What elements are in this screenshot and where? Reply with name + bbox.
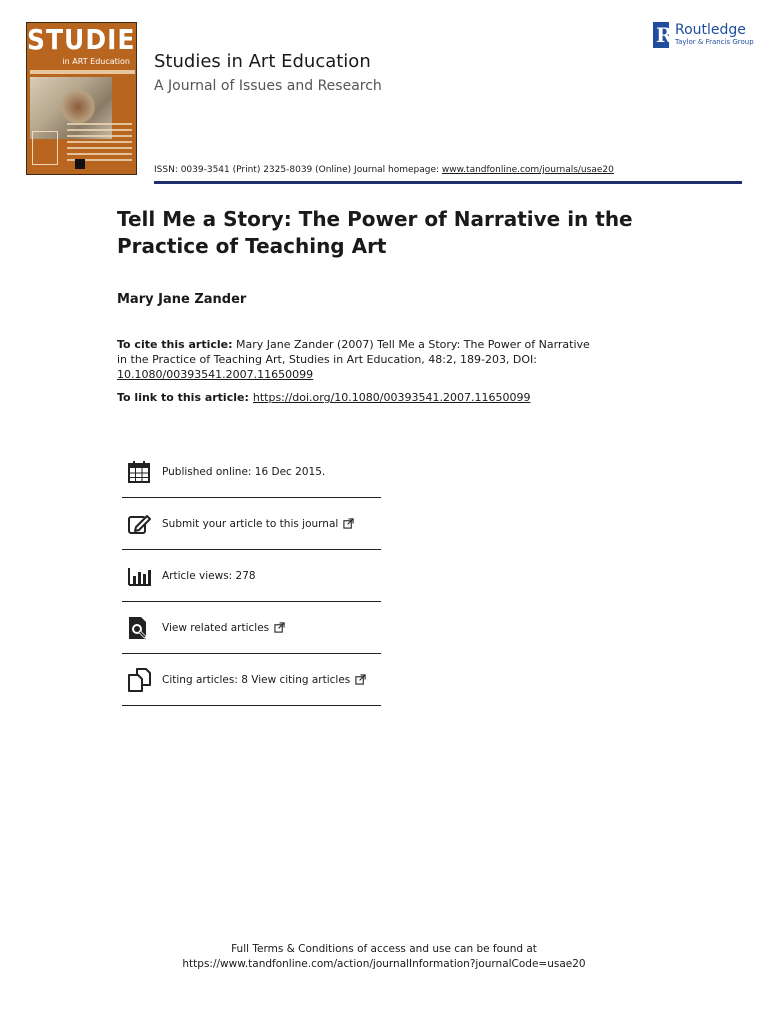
cite-doi-link[interactable]: 10.1080/00393541.2007.11650099 — [117, 368, 314, 381]
cover-title: STUDIES — [27, 23, 155, 56]
journal-subtitle: A Journal of Issues and Research — [154, 78, 382, 94]
bar-chart-icon — [126, 563, 152, 589]
citing-articles-link[interactable]: Citing articles: 8 View citing articles — [162, 673, 351, 686]
routledge-mark-icon — [653, 22, 673, 48]
journal-homepage-link[interactable]: www.tandfonline.com/journals/usae20 — [441, 165, 614, 175]
issn-line — [154, 165, 614, 175]
edit-icon — [126, 511, 152, 537]
routledge-mark-letter: R — [656, 23, 673, 47]
related-row[interactable] — [122, 602, 381, 654]
routledge-logo — [653, 22, 754, 50]
submit-article-link[interactable]: Submit your article to this journal — [162, 517, 339, 530]
issn-text: ISSN: 0039-3541 (Print) 2325-8039 (Online) Journal homepage: — [154, 165, 442, 175]
doi-link[interactable]: https://doi.org/10.1080/00393541.2007.11650099 — [252, 391, 531, 404]
footer-terms-link[interactable]: https://www.tandfonline.com/action/journalInformation?journalCode=usae20 — [182, 958, 586, 970]
external-link-icon — [355, 674, 366, 685]
footer-terms-text: Full Terms & Conditions of access and use can be found at — [231, 943, 537, 955]
cite-label: To cite this article: — [117, 338, 233, 351]
cite-text: Mary Jane Zander (2007) Tell Me a Story: The Power of Narrative in the Practice of Teaching Art, Studies in Art Education, 48:2, 189-203, DOI: — [117, 338, 590, 366]
published-date: Published online: 16 Dec 2015. — [162, 465, 326, 478]
footer — [0, 942, 768, 972]
document-search-icon — [126, 615, 152, 641]
cover-issue-box — [32, 131, 58, 165]
related-articles-link[interactable]: View related articles — [162, 621, 270, 634]
journal-title: Studies in Art Education — [154, 51, 371, 72]
citing-documents-icon — [126, 667, 152, 693]
article-views: Article views: 278 — [162, 569, 256, 582]
publisher-group: Taylor & Francis Group — [675, 38, 754, 46]
cover-subtitle: in ART Education — [62, 57, 130, 66]
cover-strip — [30, 70, 135, 74]
cover-logo — [75, 159, 85, 169]
link-label: To link to this article: — [117, 391, 249, 404]
calendar-icon — [126, 459, 152, 485]
article-author: Mary Jane Zander — [117, 292, 247, 307]
views-row — [122, 550, 381, 602]
published-row — [122, 446, 381, 498]
article-title: Tell Me a Story: The Power of Narrative in the Practice of Teaching Art — [117, 207, 633, 258]
submit-row[interactable] — [122, 498, 381, 550]
link-block — [117, 391, 530, 404]
article-info-list — [122, 446, 381, 706]
external-link-icon — [343, 518, 354, 529]
journal-cover-image — [26, 22, 155, 175]
external-link-icon — [274, 622, 285, 633]
cite-block — [117, 337, 597, 382]
citing-row[interactable] — [122, 654, 381, 706]
header-rule — [154, 181, 742, 184]
publisher-name: Routledge — [675, 22, 746, 38]
